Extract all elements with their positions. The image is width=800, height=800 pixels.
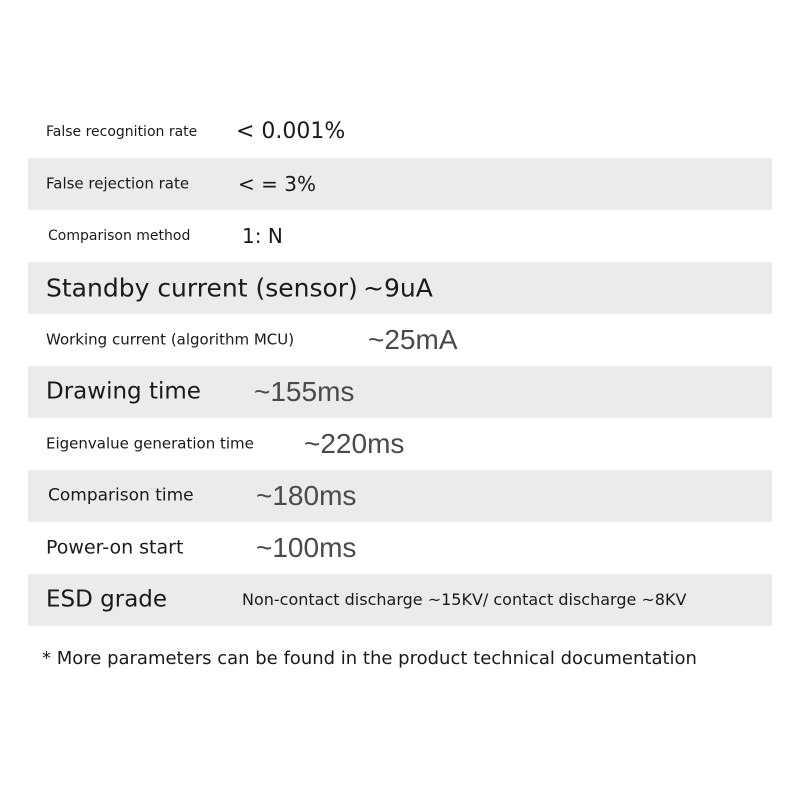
spec-label: Standby current (sensor) (46, 273, 358, 303)
footnote: * More parameters can be found in the product technical documentation (42, 648, 697, 669)
spec-value: ~180ms (256, 480, 357, 511)
spec-row-power-on-start (28, 522, 772, 574)
spec-label: Comparison method (48, 228, 191, 244)
spec-value: ~9uA (363, 273, 433, 303)
spec-row-esd-grade (28, 574, 772, 626)
spec-row-false-rejection-rate (28, 158, 772, 210)
spec-row-comparison-time (28, 470, 772, 522)
spec-value: 1: N (242, 224, 283, 248)
spec-row-working-current (28, 314, 772, 366)
spec-label: ESD grade (46, 586, 168, 613)
spec-value: ~25mA (368, 324, 458, 355)
spec-value: < = 3% (238, 172, 316, 196)
spec-label: False rejection rate (46, 174, 190, 193)
spec-label: False recognition rate (46, 124, 198, 140)
spec-row-eigenvalue-generation-time (28, 418, 772, 470)
spec-label: Power-on start (46, 536, 184, 559)
spec-row-standby-current (28, 262, 772, 314)
spec-table (28, 106, 772, 626)
spec-value: ~220ms (304, 428, 405, 459)
spec-label: Drawing time (46, 378, 201, 405)
spec-value: Non-contact discharge ~15KV/ contact discharge ~8KV (242, 590, 687, 609)
spec-row-false-recognition-rate (28, 106, 772, 158)
spec-value: ~100ms (256, 532, 357, 563)
spec-value: < 0.001% (236, 119, 346, 144)
spec-label: Comparison time (48, 485, 194, 506)
spec-row-drawing-time (28, 366, 772, 418)
spec-label: Eigenvalue generation time (46, 434, 254, 453)
spec-row-comparison-method (28, 210, 772, 262)
spec-value: ~155ms (254, 376, 355, 407)
spec-label: Working current (algorithm MCU) (46, 330, 295, 349)
